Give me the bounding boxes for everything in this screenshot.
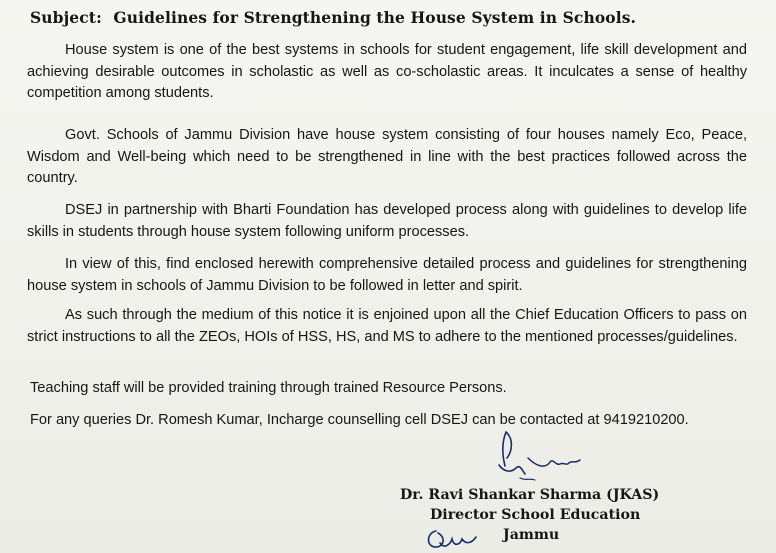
- paragraph-bharti-foundation: DSEJ in partnership with Bharti Foundation has developed process along with guidelines to develop life skills in students through house system following uniform processes.: [27, 202, 747, 240]
- signatory-place: Jammu: [503, 527, 560, 543]
- subject-text: Guidelines for Strengthening the House System in Schools.: [113, 8, 637, 27]
- paragraph-guidelines-enclosed: In view of this, find enclosed herewith comprehensive detailed process and guidelines for strengthening house system in schools of Jammu Division to be followed in letter and spirit.: [27, 256, 747, 294]
- subject-line: [30, 8, 636, 27]
- paragraph-jammu-houses: Govt. Schools of Jammu Division have house system consisting of four houses namely Eco, Peace, Wisdom and Well-being which need to be strengthened in line with the best practices followed across the country.: [27, 127, 747, 186]
- subject-label: Subject:: [30, 8, 102, 27]
- paragraph-ceo-instructions: As such through the medium of this notice it is enjoined upon all the Chief Education Officers to pass on strict instructions to all the ZEOs, HOIs of HSS, HS, and MS to adhere to the mentioned processes/guidelines.: [27, 307, 747, 345]
- signature-block: [400, 485, 659, 545]
- handwritten-signature: [480, 428, 590, 488]
- signatory-name: Dr. Ravi Shankar Sharma (JKAS): [400, 487, 660, 503]
- paragraph-house-system-intro: House system is one of the best systems in schools for student engagement, life skill development and achieving desirable outcomes in scholastic as well as co-scholastic areas. It inculcates a sense of healthy competition among students.: [27, 42, 747, 101]
- paragraph-queries: For any queries Dr. Romesh Kumar, Incharge counselling cell DSEJ can be contacted at 9419210200.: [30, 412, 689, 428]
- signatory-designation: Director School Education: [430, 507, 641, 523]
- paragraph-training: Teaching staff will be provided training through trained Resource Persons.: [30, 380, 507, 396]
